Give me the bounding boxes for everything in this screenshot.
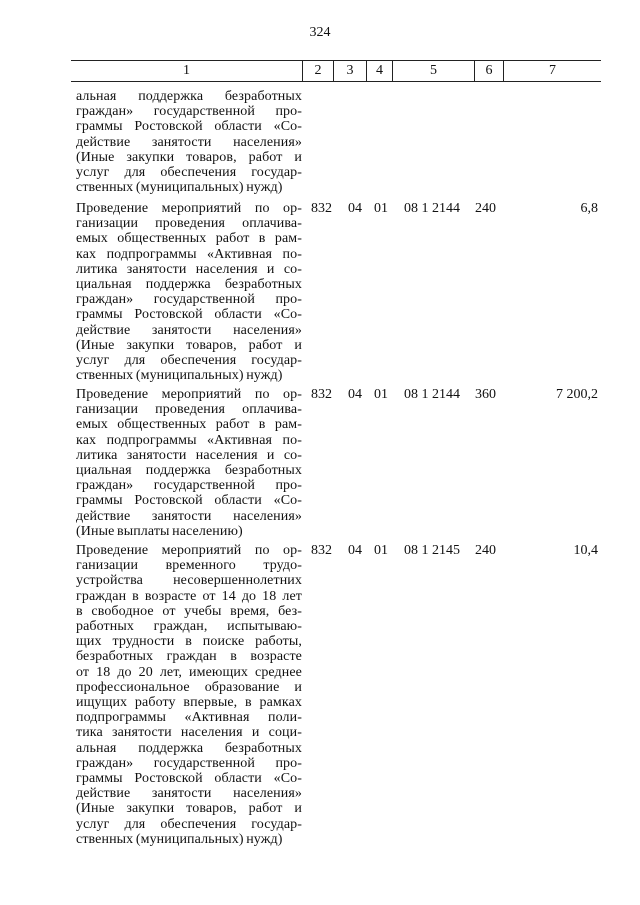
column-header-7: 7: [549, 63, 556, 78]
description-line: литика занятости населения и со-: [76, 261, 302, 277]
cell-column-7: 7 200,2: [556, 387, 598, 402]
cell-column-5: 08 1 2144: [404, 387, 460, 402]
cell-column-2: 832: [311, 387, 332, 402]
description-line: граждан» государственной про-: [76, 755, 302, 771]
column-header-5: 5: [393, 61, 475, 81]
description-line: граммы Ростовской области «Со-: [76, 771, 302, 787]
cell-column-6: 360: [475, 387, 496, 402]
description-line: ганизации проведения оплачива-: [76, 402, 302, 418]
description-line: безработных граждан в возрасте: [76, 649, 302, 665]
cell-column-4: 01: [374, 543, 388, 558]
description-line: альная поддержка безработных: [76, 89, 302, 104]
description-line: ищущих работу впервые, в рамках: [76, 695, 302, 711]
description-line: подпрограммы «Активная поли-: [76, 710, 302, 726]
description-line: от 18 до 20 лет, имеющих среднее: [76, 664, 302, 680]
description-line: емых общественных работ в рам-: [76, 417, 302, 433]
description-line: (Иные закупки товаров, работ и: [76, 337, 302, 353]
description-line: циальная поддержка безработных: [76, 463, 302, 479]
description-line: в свободное от учебы время, без-: [76, 603, 302, 619]
description-line: Проведение мероприятий по ор-: [76, 387, 302, 402]
cell-column-3: 04: [348, 201, 362, 216]
description-line: действие занятости населения»: [76, 508, 302, 524]
cell-column-3: 04: [348, 387, 362, 402]
description-line: профессиональное образование и: [76, 679, 302, 695]
description-line: граждан» государственной про-: [76, 104, 302, 120]
column-header-4: 4: [367, 61, 393, 81]
description-line: граммы Ростовской области «Со-: [76, 493, 302, 509]
description-line: альная поддержка безработных: [76, 740, 302, 756]
description-line: граммы Ростовской области «Со-: [76, 307, 302, 323]
row-description: [76, 89, 302, 195]
description-line: устройства несовершеннолетних: [76, 573, 302, 589]
cell-column-2: 832: [311, 201, 332, 216]
description-line: Проведение мероприятий по ор-: [76, 201, 302, 216]
description-line: Проведение мероприятий по ор-: [76, 543, 302, 558]
column-header-3: 3: [334, 61, 367, 81]
column-header-6: 6: [475, 61, 504, 81]
cell-column-4: 01: [374, 387, 388, 402]
description-line: услуг для обеспечения государ-: [76, 816, 302, 832]
description-line: тика занятости населения и соци-: [76, 725, 302, 741]
description-line: граждан в возрасте от 14 до 18 лет: [76, 588, 302, 604]
column-header-2: 2: [303, 61, 334, 81]
description-line: ганизации временного трудо-: [76, 558, 302, 574]
description-line: услуг для обеспечения государ-: [76, 353, 302, 369]
description-line: циальная поддержка безработных: [76, 277, 302, 293]
row-description: [76, 543, 302, 847]
description-line: работных граждан, испытываю-: [76, 619, 302, 635]
cell-column-5: 08 1 2144: [404, 201, 460, 216]
description-line: граждан» государственной про-: [76, 292, 302, 308]
cell-column-5: 08 1 2145: [404, 543, 460, 558]
cell-column-7: 10,4: [573, 543, 598, 558]
column-header-1: 1: [71, 61, 303, 81]
description-line: ственных (муниципальных) нужд): [76, 368, 283, 384]
description-line: емых общественных работ в рам-: [76, 231, 302, 247]
description-line: ках подпрограммы «Активная по-: [76, 432, 302, 448]
cell-column-6: 240: [475, 201, 496, 216]
description-line: щих трудности в поиске работы,: [76, 634, 302, 650]
row-description: [76, 387, 302, 539]
description-line: граждан» государственной про-: [76, 478, 302, 494]
cell-column-3: 04: [348, 543, 362, 558]
description-line: граммы Ростовской области «Со-: [76, 119, 302, 135]
cell-column-7: 6,8: [580, 201, 598, 216]
description-line: (Иные закупки товаров, работ и: [76, 149, 302, 165]
page-number: 324: [309, 25, 331, 40]
description-line: действие занятости населения»: [76, 134, 302, 150]
row-description: [76, 201, 302, 383]
cell-column-4: 01: [374, 201, 388, 216]
description-line: ственных (муниципальных) нужд): [76, 831, 283, 847]
cell-column-2: 832: [311, 543, 332, 558]
description-line: литика занятости населения и со-: [76, 447, 302, 463]
description-line: действие занятости населения»: [76, 786, 302, 802]
description-line: действие занятости населения»: [76, 322, 302, 338]
description-line: ганизации проведения оплачива-: [76, 216, 302, 232]
table-header: [71, 60, 601, 82]
cell-column-6: 240: [475, 543, 496, 558]
description-line: (Иные выплаты населению): [76, 523, 243, 539]
description-line: услуг для обеспечения государ-: [76, 165, 302, 181]
description-line: ственных (муниципальных) нужд): [76, 180, 283, 196]
description-line: ках подпрограммы «Активная по-: [76, 246, 302, 262]
description-line: (Иные закупки товаров, работ и: [76, 801, 302, 817]
